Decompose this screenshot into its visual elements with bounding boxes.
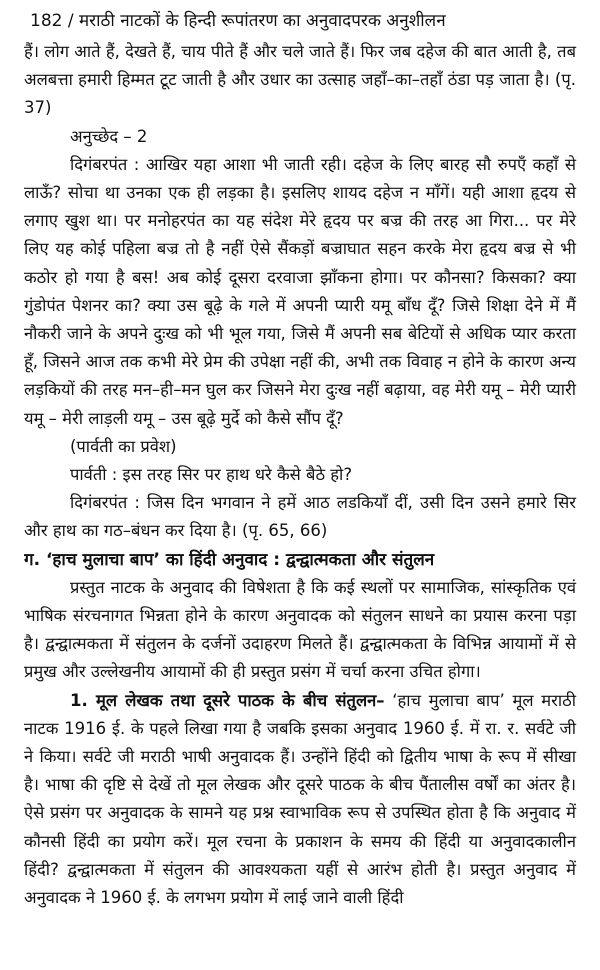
section-label: अनुच्छेद – 2 [70,126,148,146]
section-heading: ग. ‘हाच मुलाचा बाप’ का हिंदी अनुवाद : द्वन्द्वात्मकता और संतुलन [24,549,435,570]
running-head: 182 / मराठी नाटकों के हिन्दी रूपांतरण का अनुवादपरक अनुशीलन [30,11,446,31]
paragraph-balance [24,687,576,913]
subsection-text: ‘हाच मुलाचा बाप’ मूल मराठी नाटक 1916 ई. के पहले लिखा गया है जबकि इसका अनुवाद 1960 ई. में रा. र. सर्वटे जी ने किया। सर्वटे जी मराठी भाषी अनुवादक हैं। उन्होंने हिंदी को द्वितीय भाषा के रूप में सीखा है। भाषा की दृष्टि से देखें तो मूल लेखक और दूसरे पाठक के बीच पैंतालीस वर्षों का अंतर है। ऐसे प्रसंग पर अनुवादक के सामने यह प्रश्न स्वाभाविक रूप से उपस्थित होता है कि अनुवाद में कौनसी हिंदी का प्रयोग करें। मूल रचना के प्रकाशन के समय की हिंदी या अनुवादकालीन हिंदी? द्वन्द्वात्मकता में संतुलन की आवश्यकता यहीं से आरंभ होती है। प्रस्तुत अनुवाद में अनुवादक ने 1960 ई. के लगभग प्रयोग में लाई जाने वाली हिंदी [24,690,576,908]
paragraph-intro: प्रस्तुत नाटक के अनुवाद की विषेशता है कि कई स्थलों पर सामाजिक, सांस्कृतिक एवं भाषिक संरचनागत भिन्नता होने के कारण अनुवादक को संतुलन साधने का प्रयास करना पड़ा है। द्वन्द्वात्मकता में संतुलन के दर्जनों उदाहरण मिलते हैं। द्वन्द्वात्मकता के विभिन्न आयामों में से प्रमुख और उल्लेखनीय आयामों की ही प्रस्तुत प्रसंग में चर्चा करना उचित होगा। [24,577,576,682]
dialogue-digambarpant-reply: दिगंबरपंत : जिस दिन भगवान ने हमें आठ लडकियाँ दीं, उसी दिन उसने हमारे सिर और हाथ का गठ–बंधन कर दिया है। (पृ. 65, 66) [24,493,576,541]
subsection-heading: 1. मूल लेखक तथा दूसरे पाठक के बीच संतुलन– [70,690,385,710]
stage-direction: (पार्वती का प्रवेश) [70,436,177,456]
dialogue-parvati: पार्वती : इस तरह सिर पर हाथ धरे कैसे बैठे हो? [70,465,353,485]
dialogue-digambarpant: दिगंबरपंत : आखिर यहा आशा भी जाती रही। दहेज के लिए बारह सौ रुपएँ कहाँ से लाऊँ? सोचा था उनका एक ही लड़का है। इसलिए शायद दहेज न माँगें। यही आशा हृदय से लगाए खुश था। पर मनोहरपंत का यह संदेश मेरे हृदय पर बज्र की तरह आ गिरा... पर मेरे लिए यह कोई पहिला बज्र तो है नहीं ऐसे सैंकड़ों बज्राघात सहन करके मेरा हृदय बज्र से भी कठोर हो गया है बस! अब कोई दूसरा दरवाजा झाँकना होगा। पर कौनसा? किसका? क्या गुंडोपंत पेशनर का? क्या उस बूढ़े के गले में अपनी प्यारी यमू बाँध दूँ? जिसे शिक्षा देने में मैं नौकरी जाने के अपने दुःख को भी भूल गया, जिसे मैं अपनी सब बेटियों से अधिक प्यार करता हूँ, जिसने आज तक कभी मेरे प्रेम की उपेक्षा नहीं की, अभी तक विवाह न होने के कारण अन्य लड़कियों की तरह मन–ही–मन घुल कर जिसने मेरा दुःख नहीं बढ़ाया, वह मेरी यमू – मेरी प्यारी यमू – मेरी लाड़ली यमू – उस बूढ़े मुर्दे को कैसे सौंप दूँ? [24,154,576,428]
paragraph-continuation: हैं। लोग आते हैं, देखते हैं, चाय पीते हैं और चले जाते हैं। फिर जब दहेज की बात आती है, तब अलबत्ता हमारी हिम्मत टूट जाती है और उधार का उत्साह जहाँ–का–तहाँ ठंडा पड़ जाता है। (पृ. 37) [24,42,576,118]
page-body [24,38,576,912]
